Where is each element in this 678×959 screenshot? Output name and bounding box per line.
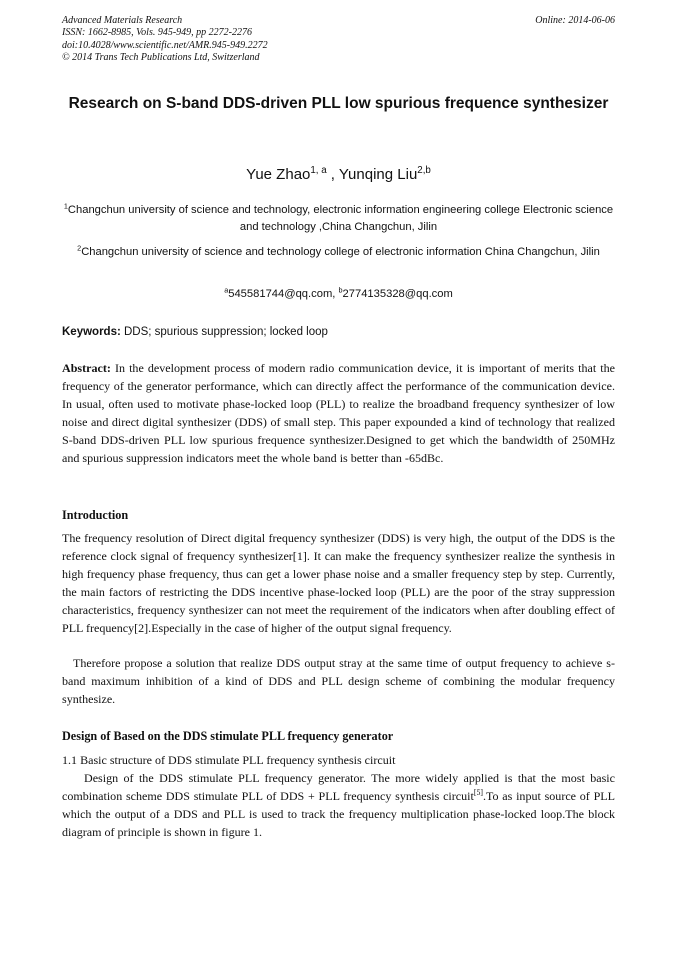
author-line	[62, 165, 615, 185]
email-b-marker: b	[338, 285, 343, 295]
affiliation-2-text: Changchun university of science and technology college of electronic information China Changchun, Jilin	[81, 246, 600, 258]
keywords-text: DDS; spurious suppression; locked loop	[120, 326, 328, 338]
design-subsection-title: 1.1 Basic structure of DDS stimulate PLL frequency synthesis circuit	[62, 753, 396, 767]
design-paragraph-1-text-b: .To as input source of PLL which the output of a DDS and PLL is used to track the frequency multiplication phase-locked loop.The block diagram of principle is shown in figure 1.	[62, 789, 615, 839]
design-paragraph-1	[62, 769, 615, 841]
introduction-paragraph-1: The frequency resolution of Direct digital frequency synthesizer (DDS) is very high, the output of the DDS is the reference clock signal of frequency synthesizer[1]. It can make the frequency synthesizer realize the synthesis in high frequency phase frequency, thus can get a lower phase noise and a smaller frequency step by step. Currently, the main factors of restricting the DDS incentive phase-locked loop (PLL) are the poor of the stray suppression characteristics, frequency synthesizer can not meet the requirement of the indicators when after doubling effect of PLL frequency[2].Especially in the case of higher of the output signal frequency.	[62, 531, 615, 635]
online-date: Online: 2014-06-06	[535, 15, 615, 26]
design-paragraph-1-text-a: Design of the DDS stimulate PLL frequency generator. The more widely applied is that the most basic combination scheme DDS stimulate PLL of DDS + PLL frequency synthesis circuit	[62, 771, 615, 803]
introduction-paragraph-2: Therefore propose a solution that realize DDS output stray at the same time of output frequency to achieve s-band maximum inhibition of a kind of DDS and PLL design scheme of combining the modular frequency synthesize.	[62, 656, 615, 706]
issn-line: ISSN: 1662-8985, Vols. 945-949, pp 2272-2276	[62, 27, 252, 39]
journal-name: Advanced Materials Research	[62, 15, 183, 26]
affiliation-2-marker: 2	[77, 243, 82, 253]
affiliation-1-text: Changchun university of science and technology, electronic information engineering college Electronic science and technology ,China Changchun, Jilin	[67, 204, 614, 233]
copyright-line: © 2014 Trans Tech Publications Ltd, Switzerland	[62, 52, 260, 64]
paper-title: Research on S-band DDS-driven PLL low spurious frequence synthesizer	[68, 95, 609, 112]
keywords	[62, 324, 615, 341]
author-2-affil-marker: 2,b	[417, 165, 431, 176]
journal-header	[62, 15, 422, 65]
abstract-label: Abstract:	[62, 361, 111, 375]
affiliation-2	[62, 244, 615, 261]
author-2-name: Yunqing Liu	[338, 166, 418, 183]
author-1-affil-marker: 1, a	[310, 165, 327, 176]
author-separator: ,	[326, 166, 339, 183]
abstract-text: In the development process of modern radio communication device, it is important of merits that the frequency of the generator performance, which can directly affect the performance of the communication device. In usual, often used to motivate phase-locked loop (PLL) to realize the broadband frequency synthesizer of low noise and direct digital synthesizer (DDS) of small step. This paper expounded a kind of technology that realized S-band DDS-driven PLL low spurious frequence synthesizer.Designed to get which the bandwidth of 250MHz and spurious suppression indicators meet the whole band is better than -65dBc.	[62, 361, 615, 465]
affiliation-1	[62, 202, 615, 236]
citation-5: [5]	[473, 787, 483, 797]
introduction-heading: Introduction	[62, 508, 129, 522]
author-1-name: Yue Zhao	[246, 166, 311, 183]
abstract	[62, 359, 615, 467]
affiliation-1-marker: 1	[63, 201, 68, 211]
keywords-label: Keywords:	[62, 326, 121, 338]
email-b: 2774135328@qq.com	[342, 288, 453, 300]
email-a-marker: a	[224, 285, 229, 295]
email-a: 545581744@qq.com,	[228, 288, 339, 300]
email-line	[62, 286, 615, 303]
design-heading: Design of Based on the DDS stimulate PLL frequency generator	[62, 729, 394, 743]
doi-line: doi:10.4028/www.scientific.net/AMR.945-949.2272	[62, 39, 268, 51]
